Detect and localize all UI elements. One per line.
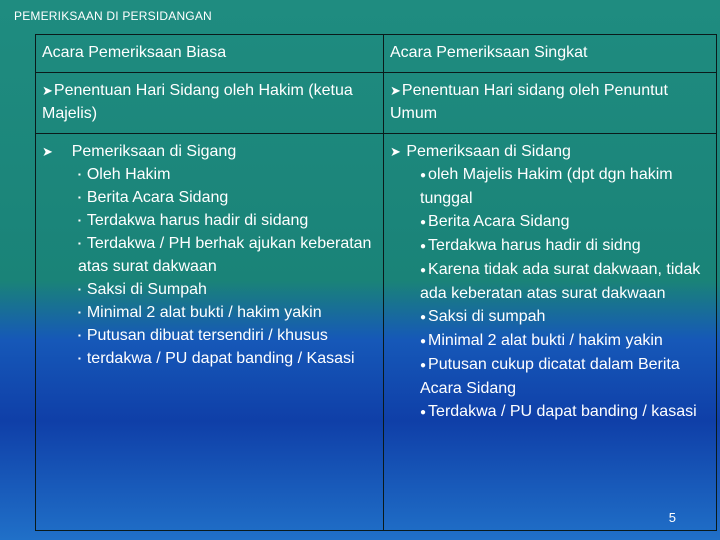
square-bullet-icon: ▪ bbox=[78, 331, 81, 340]
list-item: ● Terdakwa harus hadir di sidng bbox=[420, 237, 641, 254]
list-item: ▪ Terdakwa harus hadir di sidang bbox=[78, 212, 309, 229]
table-row-pemeriksaan bbox=[36, 134, 717, 531]
round-bullet-icon: ● bbox=[420, 265, 427, 276]
header-left: Acara Pemeriksaan Biasa bbox=[36, 35, 384, 73]
round-bullet-icon: ● bbox=[420, 360, 427, 371]
list-item: ▪ Putusan dibuat tersendiri / khusus bbox=[78, 327, 328, 344]
cell-penentuan-left bbox=[36, 73, 384, 134]
pemeriksaan-left-heading: Pemeriksaan di Sigang bbox=[71, 143, 237, 160]
square-bullet-icon: ▪ bbox=[78, 308, 81, 317]
round-bullet-icon: ● bbox=[420, 312, 427, 323]
table-row-penentuan bbox=[36, 73, 717, 134]
cell-penentuan-right bbox=[384, 73, 717, 134]
list-item: ▪ Terdakwa / PH berhak ajukan keberatan atas surat dakwaan bbox=[78, 235, 372, 275]
square-bullet-icon: ▪ bbox=[78, 354, 81, 363]
square-bullet-icon: ▪ bbox=[78, 170, 81, 179]
pemeriksaan-left-heading-line bbox=[42, 140, 379, 163]
slide-title: PEMERIKSAAN DI PERSIDANGAN bbox=[14, 9, 212, 23]
table-header-row bbox=[36, 35, 717, 73]
round-bullet-icon: ● bbox=[420, 217, 427, 228]
comparison-table bbox=[35, 34, 717, 531]
list-item: ▪ Saksi di Sumpah bbox=[78, 281, 207, 298]
page-number: 5 bbox=[668, 510, 676, 525]
round-bullet-icon: ● bbox=[420, 241, 427, 252]
list-item: ▪ Minimal 2 alat bukti / hakim yakin bbox=[78, 304, 322, 321]
round-bullet-icon: ● bbox=[420, 170, 427, 181]
square-bullet-icon: ▪ bbox=[78, 239, 81, 248]
round-bullet-icon: ● bbox=[420, 336, 427, 347]
pemeriksaan-right-heading-line bbox=[390, 140, 712, 163]
pemeriksaan-right-heading: Pemeriksaan di Sidang bbox=[406, 143, 571, 160]
arrow-bullet-icon: ➤ bbox=[390, 83, 401, 98]
penentuan-left-text: Penentuan Hari Sidang oleh Hakim (ketua Majelis) bbox=[42, 82, 353, 122]
list-item: ● oleh Majelis Hakim (dpt dgn hakim tunggal bbox=[420, 166, 673, 207]
list-item: ● Berita Acara Sidang bbox=[420, 213, 570, 230]
list-item: ● Saksi di sumpah bbox=[420, 308, 546, 325]
list-item: ● Minimal 2 alat bukti / hakim yakin bbox=[420, 332, 663, 349]
square-bullet-icon: ▪ bbox=[78, 216, 81, 225]
list-item: ● Putusan cukup dicatat dalam Berita Acara Sidang bbox=[420, 356, 680, 397]
list-item: ▪ Oleh Hakim bbox=[78, 166, 171, 183]
cell-pemeriksaan-right bbox=[384, 134, 717, 531]
square-bullet-icon: ▪ bbox=[78, 285, 81, 294]
penentuan-right-text: Penentuan Hari sidang oleh Penuntut Umum bbox=[390, 82, 668, 122]
header-right: Acara Pemeriksaan Singkat bbox=[384, 35, 717, 73]
list-item: ● Karena tidak ada surat dakwaan, tidak ada keberatan atas surat dakwaan bbox=[420, 261, 701, 302]
cell-pemeriksaan-left bbox=[36, 134, 384, 531]
arrow-bullet-icon: ➤ bbox=[42, 83, 53, 98]
list-item: ▪ Berita Acara Sidang bbox=[78, 189, 229, 206]
arrow-bullet-icon: ➤ bbox=[42, 144, 53, 159]
list-item: ● Terdakwa / PU dapat banding / kasasi bbox=[420, 403, 697, 420]
square-bullet-icon: ▪ bbox=[78, 193, 81, 202]
arrow-bullet-icon: ➤ bbox=[390, 144, 401, 159]
list-item: ▪ terdakwa / PU dapat banding / Kasasi bbox=[78, 350, 355, 367]
round-bullet-icon: ● bbox=[420, 407, 427, 418]
